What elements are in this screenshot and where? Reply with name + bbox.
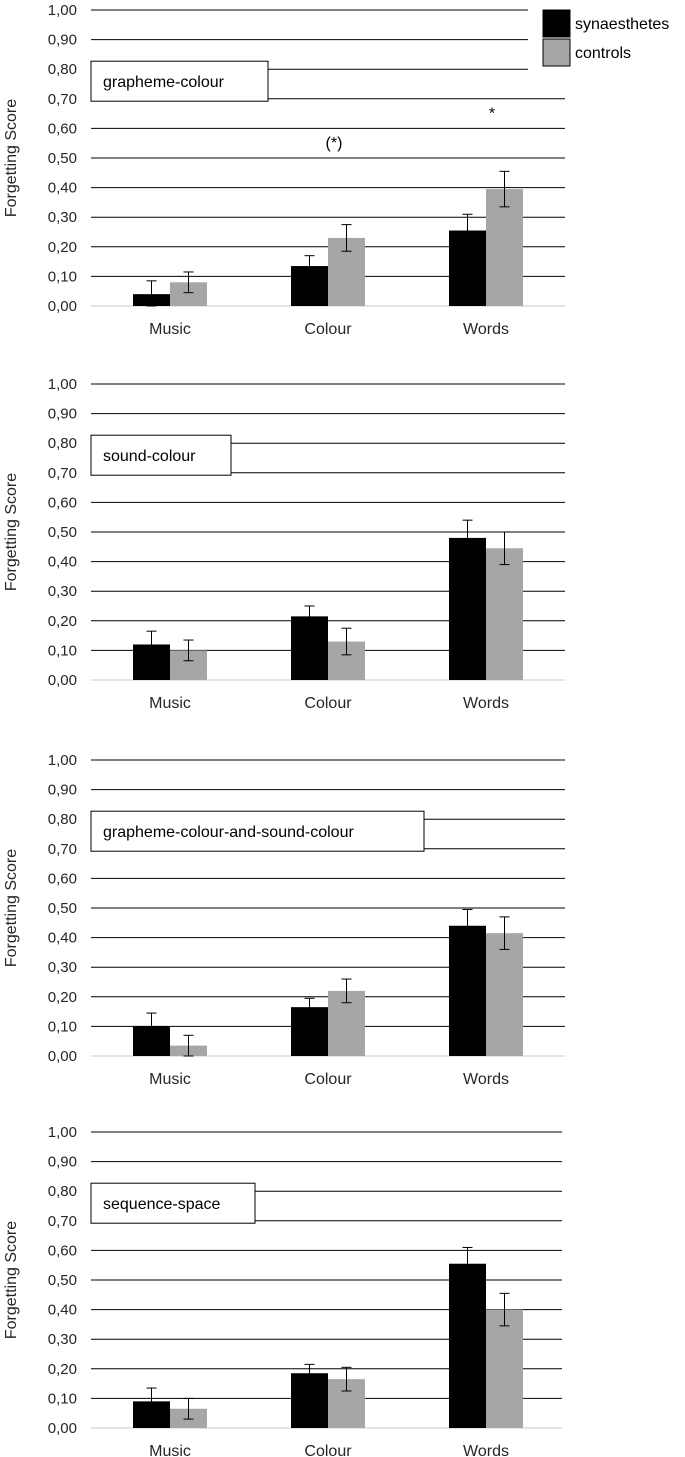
significance-marker: (*) xyxy=(325,135,343,153)
y-tick-label: 0,50 xyxy=(47,524,77,541)
x-category-label: Colour xyxy=(304,321,352,338)
y-tick-label: 0,80 xyxy=(47,1183,77,1201)
y-tick-label: 1,00 xyxy=(47,376,77,393)
y-tick-label: 0,40 xyxy=(47,553,77,571)
legend-swatch-synaesthetes xyxy=(543,10,570,37)
y-tick-label: 0,20 xyxy=(47,612,77,630)
x-category-label: Words xyxy=(463,695,509,712)
y-tick-label: 0,30 xyxy=(47,1331,77,1349)
y-tick-label: 0,90 xyxy=(47,781,77,799)
y-tick-label: 0,60 xyxy=(47,1242,77,1260)
y-tick-label: 0,40 xyxy=(47,929,77,947)
panel-label: sound-colour xyxy=(103,448,196,466)
y-tick-label: 0,00 xyxy=(47,1048,77,1065)
y-tick-label: 0,20 xyxy=(47,238,77,256)
y-tick-label: 0,60 xyxy=(47,120,77,138)
bar-synaesthetes-words xyxy=(449,926,486,1056)
y-tick-label: 0,50 xyxy=(47,150,77,167)
panel-label: grapheme-colour-and-sound-colour xyxy=(103,824,354,842)
y-tick-label: 1,00 xyxy=(47,1124,77,1141)
y-tick-label: 0,90 xyxy=(47,1153,77,1171)
x-category-label: Words xyxy=(463,1071,509,1088)
y-tick-label: 0,80 xyxy=(47,811,77,829)
bar-synaesthetes-words xyxy=(449,1264,486,1428)
y-tick-label: 0,10 xyxy=(47,642,77,660)
y-tick-label: 0,60 xyxy=(47,494,77,512)
y-tick-label: 0,20 xyxy=(47,1360,77,1378)
x-category-label: Words xyxy=(463,1443,509,1457)
x-category-label: Colour xyxy=(304,1071,352,1088)
y-tick-label: 1,00 xyxy=(47,752,77,769)
y-tick-label: 0,90 xyxy=(47,405,77,423)
y-tick-label: 0,90 xyxy=(47,31,77,49)
x-category-label: Music xyxy=(149,321,191,338)
panel-label: grapheme-colour xyxy=(103,74,224,92)
y-axis-title: Forgetting Score xyxy=(3,472,20,592)
bar-synaesthetes-words xyxy=(449,538,486,680)
y-axis-title: Forgetting Score xyxy=(3,1220,20,1340)
chart-panel-4 xyxy=(3,1124,562,1457)
y-tick-label: 0,60 xyxy=(47,870,77,888)
y-tick-label: 0,50 xyxy=(47,1272,77,1289)
y-tick-label: 0,00 xyxy=(47,672,77,689)
x-category-label: Music xyxy=(149,695,191,712)
y-tick-label: 0,10 xyxy=(47,1390,77,1408)
legend xyxy=(543,10,669,66)
y-tick-label: 0,70 xyxy=(47,90,77,108)
y-tick-label: 0,20 xyxy=(47,988,77,1006)
y-tick-label: 0,00 xyxy=(47,1420,77,1437)
significance-marker: * xyxy=(488,105,496,123)
y-tick-label: 0,70 xyxy=(47,840,77,858)
y-tick-label: 0,80 xyxy=(47,435,77,453)
y-tick-label: 0,50 xyxy=(47,900,77,917)
y-tick-label: 0,10 xyxy=(47,268,77,286)
x-category-label: Music xyxy=(149,1443,191,1457)
y-tick-label: 0,30 xyxy=(47,209,77,227)
legend-label-controls: controls xyxy=(575,45,632,62)
y-tick-label: 0,30 xyxy=(47,583,77,601)
x-category-label: Words xyxy=(463,321,509,338)
y-tick-label: 0,10 xyxy=(47,1018,77,1036)
x-category-label: Colour xyxy=(304,695,352,712)
chart-panel-3 xyxy=(3,752,565,1088)
legend-swatch-controls xyxy=(543,39,570,66)
legend-label-synaesthetes: synaesthetes xyxy=(575,16,670,33)
bar-controls-words xyxy=(486,933,523,1056)
panel-label: sequence-space xyxy=(103,1196,221,1214)
y-tick-label: 1,00 xyxy=(47,2,77,19)
y-axis-title: Forgetting Score xyxy=(3,848,20,968)
x-category-label: Colour xyxy=(304,1443,352,1457)
y-tick-label: 0,70 xyxy=(47,464,77,482)
y-tick-label: 0,70 xyxy=(47,1212,77,1230)
y-tick-label: 0,80 xyxy=(47,61,77,79)
chart-panel-2 xyxy=(3,376,565,712)
y-tick-label: 0,30 xyxy=(47,959,77,977)
chart-panel-1 xyxy=(3,2,565,338)
bar-controls-words xyxy=(486,548,523,680)
y-tick-label: 0,40 xyxy=(47,179,77,197)
bar-controls-words xyxy=(486,1310,523,1428)
y-axis-title: Forgetting Score xyxy=(3,98,20,218)
x-category-label: Music xyxy=(149,1071,191,1088)
y-tick-label: 0,40 xyxy=(47,1301,77,1319)
y-tick-label: 0,00 xyxy=(47,298,77,315)
